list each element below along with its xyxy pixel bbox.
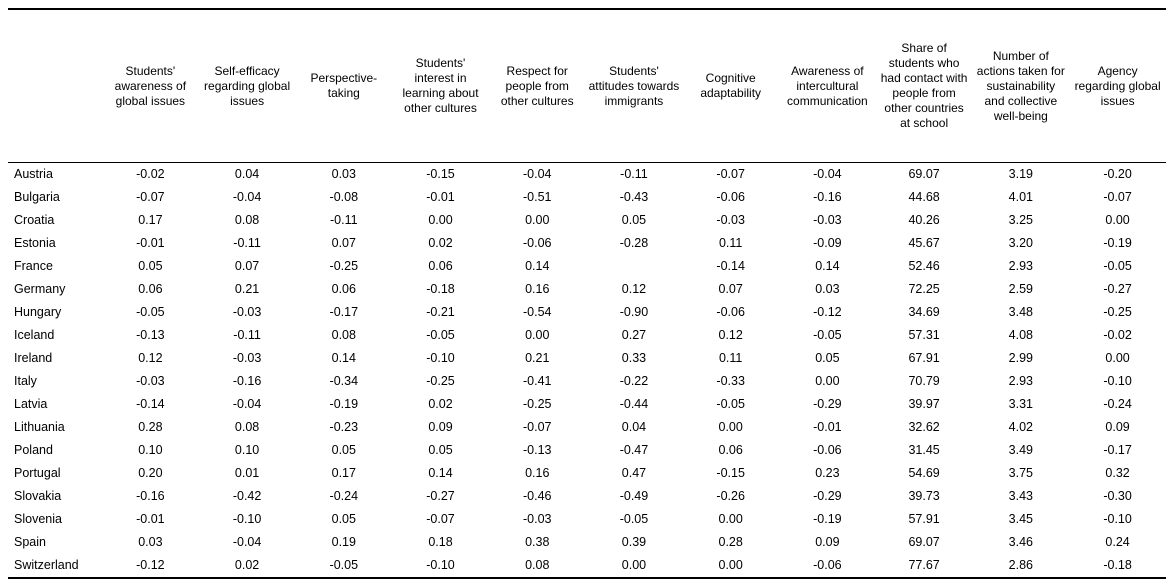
value-cell: 0.05 [331, 443, 356, 457]
value-cell: -0.44 [619, 397, 649, 411]
table-row [8, 232, 1166, 255]
value-cell: 0.39 [621, 535, 647, 549]
value-cell: -0.14 [716, 259, 745, 273]
value-cell: 0.05 [138, 259, 163, 273]
value-cell: -0.11 [233, 328, 261, 342]
table-row [8, 278, 1166, 301]
value-cell: 0.14 [815, 259, 840, 273]
value-cell: 3.46 [1008, 535, 1033, 549]
table-row [8, 301, 1166, 324]
country-column-header [8, 9, 102, 163]
value-cell: -0.17 [329, 305, 359, 319]
value-cell: 0.14 [428, 466, 453, 480]
value-cell: 3.45 [1008, 512, 1033, 526]
value-cell: 0.24 [1105, 535, 1130, 549]
value-cell: -0.17 [1103, 443, 1132, 457]
value-cell: -0.21 [426, 305, 455, 319]
value-cell: -0.05 [813, 328, 842, 342]
table-row [8, 393, 1166, 416]
value-cell: -0.20 [1103, 167, 1132, 181]
value-cell: 3.75 [1008, 466, 1033, 480]
value-cell: 0.14 [525, 259, 550, 273]
column-header: Share of students who had contact with people from other countries at school [876, 9, 973, 163]
value-cell: 40.26 [908, 213, 940, 227]
value-cell: -0.04 [232, 535, 262, 549]
value-cell: -0.03 [522, 512, 552, 526]
value-cell: 0.17 [331, 466, 356, 480]
value-cell: 0.12 [718, 328, 743, 342]
value-cell: -0.54 [522, 305, 552, 319]
value-cell: 34.69 [908, 305, 940, 319]
value-cell: -0.25 [1103, 305, 1132, 319]
value-cell: -0.42 [232, 489, 262, 503]
country-cell: Lithuania [14, 420, 65, 434]
country-cell: Germany [14, 282, 66, 296]
value-cell: 0.23 [815, 466, 840, 480]
value-cell: 54.69 [908, 466, 940, 480]
value-cell: -0.01 [813, 420, 842, 434]
value-cell: -0.29 [813, 397, 842, 411]
value-cell: -0.49 [619, 489, 649, 503]
value-cell: -0.01 [136, 236, 165, 250]
value-cell: 0.10 [234, 443, 260, 457]
value-cell: -0.46 [522, 489, 552, 503]
value-cell: 0.16 [525, 282, 550, 296]
value-cell: -0.43 [619, 190, 649, 204]
value-cell: 0.17 [138, 213, 163, 227]
value-cell: 69.07 [908, 535, 940, 549]
column-header: Perspective-taking [295, 9, 392, 163]
value-cell: -0.05 [136, 305, 165, 319]
value-cell: 3.25 [1008, 213, 1033, 227]
country-cell: Estonia [14, 236, 56, 250]
table-row [8, 439, 1166, 462]
table-row [8, 255, 1166, 278]
table-row [8, 462, 1166, 485]
value-cell: -0.22 [619, 374, 649, 388]
value-cell: 31.45 [908, 443, 940, 457]
value-cell: -0.04 [522, 167, 552, 181]
value-cell: 57.31 [908, 328, 940, 342]
country-cell: Austria [14, 167, 53, 181]
value-cell: -0.02 [1103, 328, 1132, 342]
value-cell: 0.11 [718, 351, 743, 365]
value-cell: 0.07 [331, 236, 356, 250]
column-header: Awareness of intercultural communication [779, 9, 876, 163]
value-cell: 0.05 [621, 213, 647, 227]
column-header: Students' interest in learning about other cultures [392, 9, 489, 163]
value-cell: 0.47 [621, 466, 647, 480]
country-cell: Bulgaria [14, 190, 60, 204]
value-cell: 0.05 [428, 443, 453, 457]
value-cell: 0.01 [234, 466, 260, 480]
value-cell: -0.25 [522, 397, 552, 411]
value-cell: -0.18 [1103, 558, 1132, 572]
value-cell: 0.16 [525, 466, 550, 480]
value-cell: -0.03 [813, 213, 842, 227]
value-cell: -0.27 [1103, 282, 1132, 296]
value-cell: 57.91 [908, 512, 940, 526]
value-cell: 0.02 [428, 236, 453, 250]
value-cell: 32.62 [908, 420, 940, 434]
value-cell: 0.09 [815, 535, 840, 549]
value-cell: 0.03 [331, 167, 356, 181]
country-cell: Croatia [14, 213, 55, 227]
table-row [8, 163, 1166, 187]
country-cell: Ireland [14, 351, 53, 365]
value-cell: -0.03 [716, 213, 745, 227]
value-cell: -0.05 [619, 512, 649, 526]
value-cell: 0.05 [815, 351, 840, 365]
value-cell: 0.38 [525, 535, 550, 549]
value-cell: 0.03 [815, 282, 840, 296]
value-cell: -0.02 [136, 167, 165, 181]
value-cell: 77.67 [908, 558, 940, 572]
value-cell: 0.20 [138, 466, 163, 480]
value-cell: -0.05 [426, 328, 455, 342]
value-cell: 0.21 [525, 351, 550, 365]
table-row [8, 485, 1166, 508]
value-cell: -0.16 [813, 190, 842, 204]
value-cell [586, 255, 683, 278]
value-cell: 0.02 [428, 397, 453, 411]
value-cell: 0.00 [815, 374, 840, 388]
value-cell: -0.16 [232, 374, 262, 388]
table-row [8, 324, 1166, 347]
value-cell: 39.73 [908, 489, 940, 503]
value-cell: -0.25 [329, 259, 359, 273]
value-cell: 0.05 [331, 512, 356, 526]
value-cell: -0.11 [330, 213, 358, 227]
value-cell: -0.47 [619, 443, 649, 457]
value-cell: 4.02 [1008, 420, 1033, 434]
value-cell: 2.59 [1008, 282, 1033, 296]
value-cell: -0.23 [329, 420, 359, 434]
value-cell: -0.24 [329, 489, 359, 503]
value-cell: -0.13 [136, 328, 165, 342]
value-cell: 0.02 [234, 558, 260, 572]
value-cell: -0.10 [232, 512, 262, 526]
value-cell: -0.28 [619, 236, 649, 250]
value-cell: 0.00 [621, 558, 647, 572]
value-cell: 0.06 [428, 259, 453, 273]
value-cell: 0.04 [234, 167, 260, 181]
value-cell: -0.08 [329, 190, 359, 204]
value-cell: -0.29 [813, 489, 842, 503]
country-cell: Slovakia [14, 489, 62, 503]
value-cell: 4.01 [1008, 190, 1033, 204]
value-cell: 2.93 [1008, 374, 1033, 388]
table-row [8, 370, 1166, 393]
value-cell: 39.97 [908, 397, 940, 411]
value-cell: -0.06 [522, 236, 552, 250]
value-cell: -0.03 [232, 351, 262, 365]
value-cell: 0.09 [1105, 420, 1130, 434]
value-cell: 0.21 [234, 282, 260, 296]
value-cell: 0.12 [621, 282, 647, 296]
value-cell: 0.08 [525, 558, 550, 572]
table-row [8, 186, 1166, 209]
country-cell: Hungary [14, 305, 62, 319]
column-header: Respect for people from other cultures [489, 9, 586, 163]
value-cell: 0.00 [718, 420, 743, 434]
country-indicators-table [8, 8, 1166, 579]
column-header: Self-efficacy regarding global issues [199, 9, 296, 163]
value-cell: -0.07 [1103, 190, 1132, 204]
country-cell: France [14, 259, 53, 273]
header-row [8, 9, 1166, 163]
value-cell: -0.19 [813, 512, 842, 526]
value-cell: 70.79 [908, 374, 940, 388]
column-header: Number of actions taken for sustainability and collective well-being [972, 9, 1069, 163]
value-cell: -0.07 [716, 167, 745, 181]
value-cell: 4.08 [1008, 328, 1033, 342]
value-cell: -0.10 [1103, 374, 1132, 388]
value-cell: -0.19 [329, 397, 359, 411]
value-cell: 0.06 [718, 443, 743, 457]
value-cell: -0.11 [620, 167, 648, 181]
table-row [8, 554, 1166, 578]
value-cell: 0.32 [1105, 466, 1130, 480]
table-row [8, 416, 1166, 439]
value-cell: -0.15 [426, 167, 455, 181]
value-cell: -0.12 [136, 558, 165, 572]
country-cell: Italy [14, 374, 37, 388]
value-cell: 2.99 [1008, 351, 1033, 365]
value-cell: -0.12 [813, 305, 842, 319]
value-cell: 0.09 [428, 420, 453, 434]
value-cell: 0.08 [331, 328, 356, 342]
value-cell: -0.90 [619, 305, 649, 319]
value-cell: 3.31 [1008, 397, 1033, 411]
country-cell: Switzerland [14, 558, 79, 572]
value-cell: -0.06 [716, 305, 745, 319]
table-row [8, 531, 1166, 554]
value-cell: 44.68 [908, 190, 940, 204]
value-cell: -0.09 [813, 236, 842, 250]
value-cell: 3.19 [1008, 167, 1033, 181]
value-cell: 0.28 [138, 420, 163, 434]
value-cell: -0.03 [232, 305, 262, 319]
value-cell: 0.14 [331, 351, 356, 365]
value-cell: -0.05 [329, 558, 359, 572]
value-cell: 0.18 [428, 535, 453, 549]
value-cell: -0.19 [1103, 236, 1132, 250]
table-row [8, 347, 1166, 370]
value-cell: -0.30 [1103, 489, 1132, 503]
value-cell: -0.27 [426, 489, 455, 503]
country-cell: Spain [14, 535, 46, 549]
value-cell: 0.00 [718, 512, 743, 526]
value-cell: -0.34 [329, 374, 359, 388]
value-cell: -0.11 [233, 236, 261, 250]
value-cell: -0.10 [426, 558, 455, 572]
value-cell: 0.00 [1105, 213, 1130, 227]
value-cell: 0.12 [138, 351, 163, 365]
value-cell: 0.06 [331, 282, 356, 296]
table-row [8, 508, 1166, 531]
value-cell: -0.18 [426, 282, 455, 296]
value-cell: 0.10 [138, 443, 163, 457]
column-header: Agency regarding global issues [1069, 9, 1166, 163]
value-cell: 3.20 [1008, 236, 1033, 250]
value-cell: 2.93 [1008, 259, 1033, 273]
value-cell: 0.33 [621, 351, 647, 365]
column-header: Students' awareness of global issues [102, 9, 199, 163]
value-cell: 0.19 [331, 535, 356, 549]
value-cell: 0.08 [234, 420, 260, 434]
table-header [8, 9, 1166, 163]
value-cell: -0.15 [716, 466, 745, 480]
value-cell: 0.07 [718, 282, 743, 296]
value-cell: 0.04 [621, 420, 647, 434]
value-cell: 0.00 [1105, 351, 1130, 365]
value-cell: 0.06 [138, 282, 163, 296]
value-cell: -0.06 [716, 190, 745, 204]
table-body [8, 163, 1166, 579]
country-cell: Portugal [14, 466, 61, 480]
value-cell: 0.00 [525, 213, 550, 227]
value-cell: -0.13 [522, 443, 552, 457]
value-cell: 0.00 [428, 213, 453, 227]
value-cell: -0.24 [1103, 397, 1132, 411]
value-cell: 0.11 [718, 236, 743, 250]
value-cell: 52.46 [908, 259, 940, 273]
value-cell: 0.08 [234, 213, 260, 227]
value-cell: -0.10 [1103, 512, 1132, 526]
value-cell: 0.03 [138, 535, 163, 549]
value-cell: -0.07 [522, 420, 552, 434]
value-cell: 69.07 [908, 167, 940, 181]
value-cell: -0.04 [232, 397, 262, 411]
value-cell: -0.04 [813, 167, 842, 181]
value-cell: 3.43 [1008, 489, 1033, 503]
value-cell: -0.05 [716, 397, 745, 411]
country-cell: Latvia [14, 397, 48, 411]
value-cell: 72.25 [908, 282, 940, 296]
table-row [8, 209, 1166, 232]
value-cell: 0.28 [718, 535, 743, 549]
value-cell: -0.14 [136, 397, 165, 411]
value-cell: 3.48 [1008, 305, 1033, 319]
value-cell: 0.00 [718, 558, 743, 572]
value-cell: -0.06 [813, 443, 842, 457]
value-cell: -0.05 [1103, 259, 1132, 273]
value-cell: 0.27 [621, 328, 647, 342]
value-cell: -0.01 [136, 512, 165, 526]
value-cell: -0.25 [426, 374, 455, 388]
column-header: Cognitive adaptability [682, 9, 779, 163]
value-cell: -0.26 [716, 489, 745, 503]
value-cell: -0.01 [426, 190, 455, 204]
country-cell: Slovenia [14, 512, 62, 526]
value-cell: -0.33 [716, 374, 745, 388]
value-cell: 45.67 [908, 236, 940, 250]
value-cell: 0.00 [525, 328, 550, 342]
country-cell: Iceland [14, 328, 55, 342]
value-cell: 67.91 [908, 351, 940, 365]
value-cell: 0.07 [234, 259, 260, 273]
value-cell: -0.07 [136, 190, 165, 204]
value-cell: 3.49 [1008, 443, 1033, 457]
value-cell: -0.07 [426, 512, 455, 526]
column-header: Students' attitudes towards immigrants [586, 9, 683, 163]
country-cell: Poland [14, 443, 53, 457]
value-cell: -0.51 [522, 190, 552, 204]
value-cell: -0.04 [232, 190, 262, 204]
value-cell: -0.10 [426, 351, 455, 365]
value-cell: -0.03 [136, 374, 165, 388]
value-cell: -0.06 [813, 558, 842, 572]
value-cell: 2.86 [1008, 558, 1033, 572]
value-cell: -0.16 [136, 489, 165, 503]
value-cell: -0.41 [522, 374, 552, 388]
